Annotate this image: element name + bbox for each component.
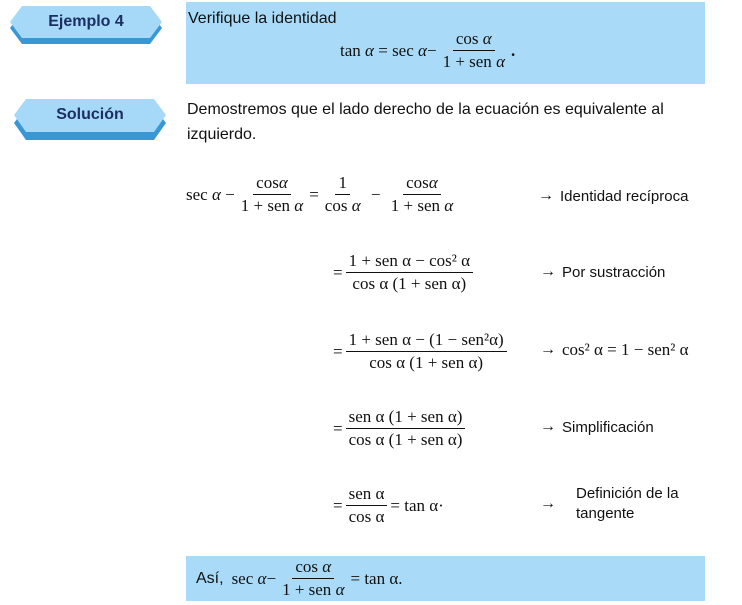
formula-tan: tan (340, 40, 361, 60)
frac-alpha: α (335, 580, 345, 599)
step-1-note-text: Identidad recíproca (560, 187, 689, 205)
step2-frac (346, 252, 473, 293)
frac-den: 1 + sen (240, 196, 290, 215)
solution-intro: Demostremos que el lado derecho de la ecuación es equivalente al izquierdo. (187, 101, 664, 143)
frac-alpha: α (294, 196, 304, 215)
arrow-icon: → (540, 341, 556, 358)
step5-den: cos α (348, 507, 385, 526)
step-5-note-text: Definición de la tangente (576, 485, 679, 522)
conclusion-frac (279, 558, 347, 599)
step3-frac (346, 331, 507, 372)
example-statement-box (186, 2, 705, 84)
step-2-note-text: Por sustracción (562, 263, 666, 281)
conclusion-prefix: Así, (196, 569, 224, 587)
step-5-note (540, 484, 706, 524)
step4-eq: = (333, 418, 343, 438)
step2-den: cos α (1 + sen α) (352, 274, 467, 293)
solution-tag-label: Solución (56, 106, 124, 123)
step1-eq: = (309, 184, 319, 204)
example-tag (10, 2, 162, 48)
step2-num: 1 + sen α − cos² α (346, 252, 473, 273)
step-3-note (540, 340, 689, 360)
frac-cos: cos (256, 173, 279, 192)
step1-minus: − (370, 184, 381, 204)
step5-eq: = (333, 495, 343, 515)
step1-sec: sec (186, 184, 208, 204)
arrow-icon: → (540, 495, 556, 512)
step-4-note (540, 418, 654, 436)
frac-cos: cos (324, 196, 348, 215)
arrow-icon: → (540, 263, 556, 280)
formula-alpha: α (496, 52, 505, 71)
frac-cos: cos (406, 173, 429, 192)
conclusion-formula (232, 558, 403, 599)
formula-alpha: α (365, 40, 374, 60)
step3-eq: = (333, 341, 343, 361)
frac-alpha: α (444, 196, 454, 215)
step1-frac-c (388, 174, 456, 215)
step2-eq: = (333, 262, 343, 282)
frac-den: 1 + sen (390, 196, 440, 215)
frac-alpha: α (278, 173, 288, 192)
formula-eq: = (378, 40, 388, 60)
conc-minus: − (266, 568, 277, 588)
frac-alpha: α (322, 557, 332, 576)
step1-alpha: α (211, 184, 221, 204)
step3-num: 1 + sen α − (1 − sen²α) (346, 331, 507, 352)
formula-sec: sec (392, 40, 414, 60)
formula-minus: − (426, 40, 437, 60)
arrow-icon: → (538, 187, 554, 204)
conc-sec: sec (231, 568, 254, 588)
step-1-expression (186, 174, 459, 215)
step5-frac (346, 485, 388, 526)
step-2-expression (333, 252, 476, 293)
frac-den: 1 + sen (282, 580, 332, 599)
formula-period: . (511, 40, 516, 60)
formula-alpha: α (482, 29, 492, 48)
step-4-expression (333, 408, 468, 449)
step4-den: cos α (1 + sen α) (348, 430, 463, 449)
example-tag-label: Ejemplo 4 (48, 13, 124, 30)
step5-rhs: = tan α· (390, 495, 444, 515)
step1-frac-a (238, 174, 306, 215)
conclusion-rhs: = tan α. (350, 568, 403, 588)
step4-num: sen α (1 + sen α) (346, 408, 466, 429)
step-3-expression (333, 331, 510, 372)
conclusion-content (196, 558, 403, 599)
frac-one: 1 (338, 173, 347, 192)
formula-den: 1 + sen (442, 52, 492, 71)
frac-alpha: α (351, 196, 361, 215)
formula-alpha: α (418, 40, 427, 60)
step-4-note-text: Simplificación (562, 418, 654, 436)
step1-minus: − (225, 184, 235, 204)
example-statement-text: Verifique la identidad (188, 10, 337, 27)
frac-cos: cos (295, 557, 319, 576)
solution-tag (14, 95, 166, 143)
arrow-icon: → (540, 418, 556, 435)
formula-fraction (440, 30, 508, 71)
step-3-note-formula: cos² α = 1 − sen² α (562, 340, 689, 359)
step-5-expression (333, 485, 444, 526)
example-formula (340, 30, 515, 71)
conclusion-box (186, 556, 705, 601)
step-1-note (538, 187, 688, 205)
step4-frac (346, 408, 466, 449)
step5-num: sen α (346, 485, 388, 506)
step3-den: cos α (1 + sen α) (369, 353, 484, 372)
formula-num: cos (455, 29, 479, 48)
step1-frac-b (322, 174, 364, 215)
step-2-note (540, 263, 665, 281)
conc-alpha: α (257, 568, 267, 588)
frac-alpha: α (428, 173, 438, 192)
